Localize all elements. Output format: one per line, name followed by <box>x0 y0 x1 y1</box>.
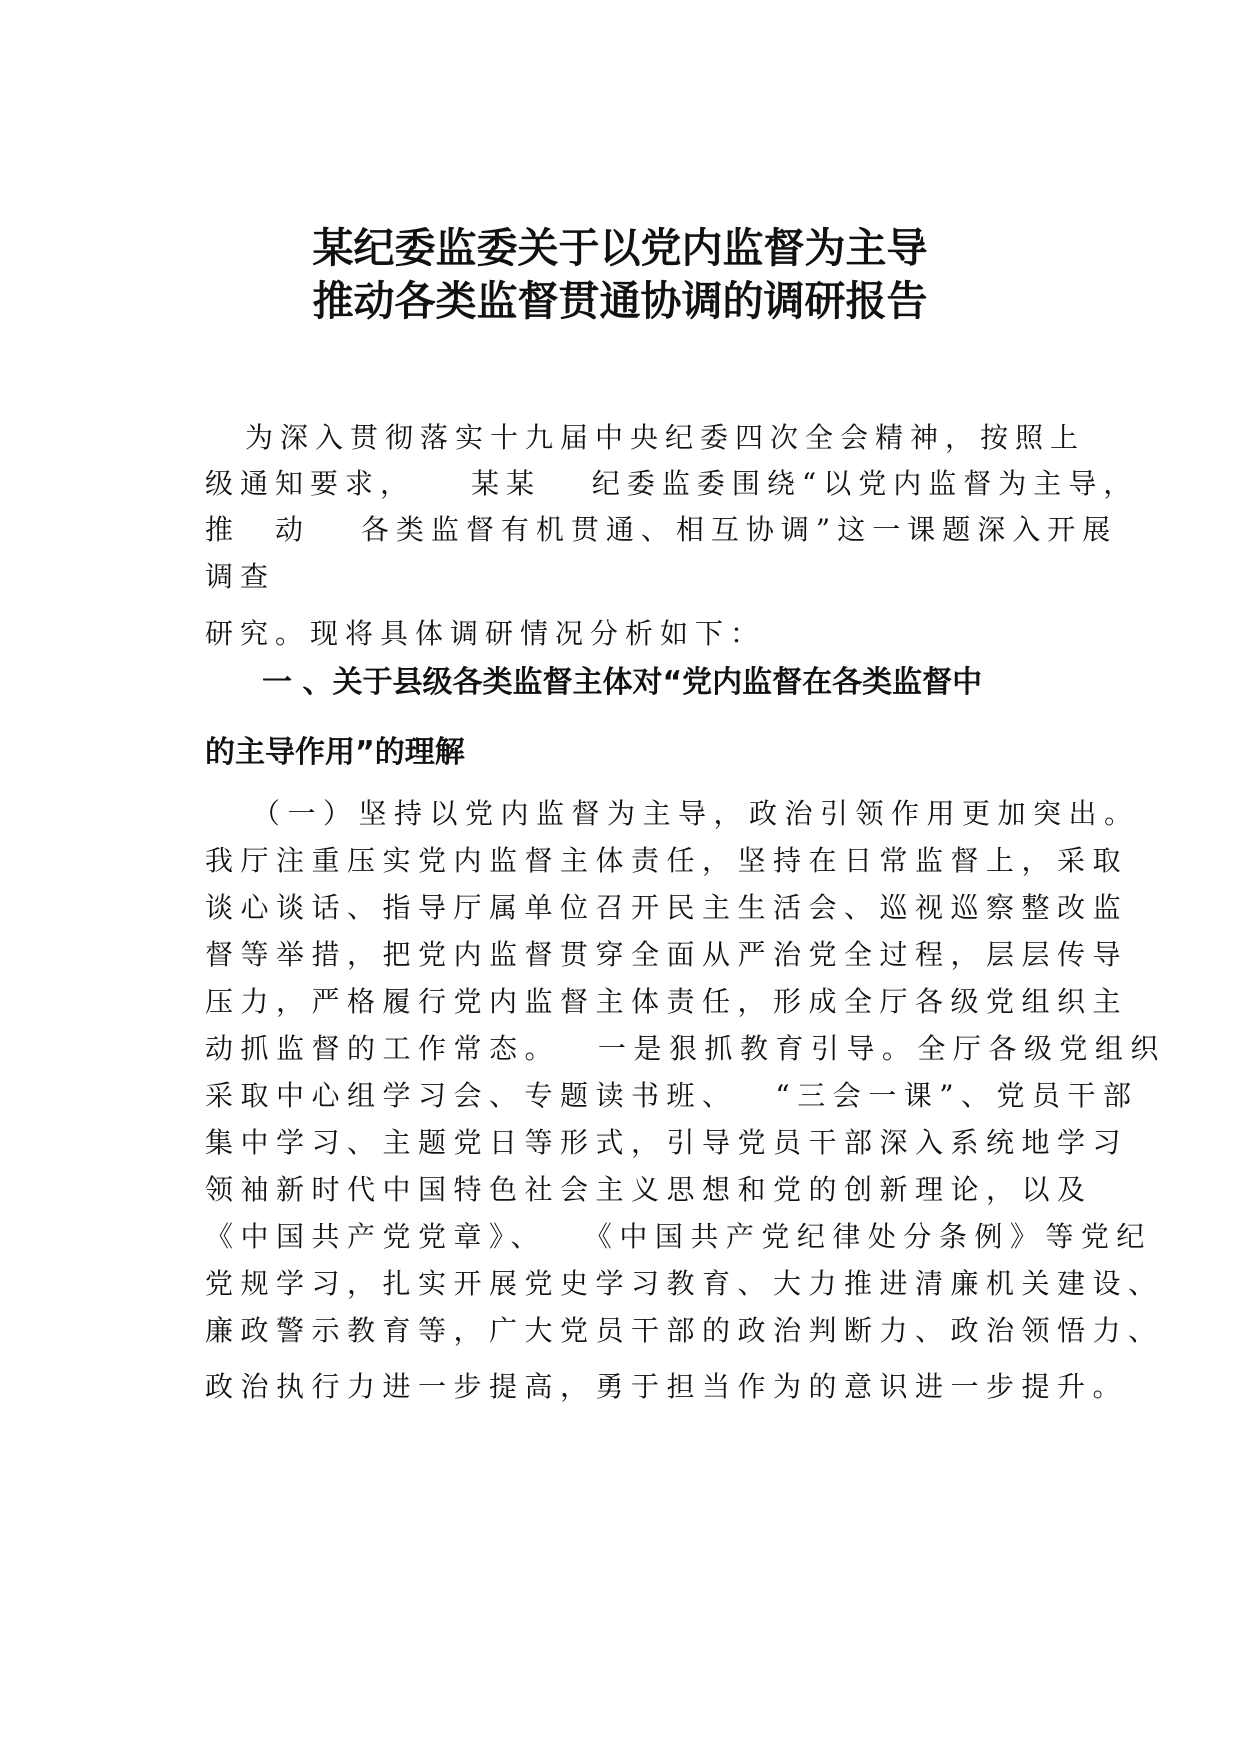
intro-line-4: 调查 <box>205 560 276 593</box>
body-line-3: 谈心谈话、指导厅属单位召开民主生活会、巡视巡察整改监 <box>205 891 1129 924</box>
body-line-10: 《中国共产党党章》、 《中国共产党纪律处分条例》等党纪 <box>205 1220 1152 1253</box>
intro-line-3: 推 动 各类监督有机贯通、相互协调”这一课题深入开展 <box>205 513 1118 546</box>
body-line-2: 我厅注重压实党内监督主体责任，坚持在日常监督上，采取 <box>205 844 1129 877</box>
body-line-12: 廉政警示教育等，广大党员干部的政治判断力、政治领悟力、 <box>205 1314 1164 1347</box>
body-line-5: 压力，严格履行党内监督主体责任，形成全厅各级党组织主 <box>205 985 1129 1018</box>
intro-line-2: 级通知要求， 某某 纪委监委围绕“以党内监督为主导， <box>205 467 1139 500</box>
document-title-line-2: 推动各类监督贯通协调的调研报告 <box>312 277 928 325</box>
body-line-8: 集中学习、主题党日等形式，引导党员干部深入系统地学习 <box>205 1126 1129 1159</box>
body-line-4: 督等举措，把党内监督贯穿全面从严治党全过程，层层传导 <box>205 938 1129 971</box>
section-heading-line-1: 一 、关于县级各类监督主体对“党内监督在各类监督中 <box>262 665 983 700</box>
intro-line-5: 研究。现将具体调研情况分析如下： <box>205 617 766 650</box>
body-line-6: 动抓监督的工作常态。 一是狠抓教育引导。全厅各级党组织 <box>205 1032 1166 1065</box>
intro-line-1: 为深入贯彻落实十九届中央纪委四次全会精神，按照上 <box>245 421 1086 454</box>
section-heading-line-2: 的主导作用”的理解 <box>205 735 465 770</box>
body-line-13: 政治执行力进一步提高，勇于担当作为的意识进一步提升。 <box>205 1370 1129 1403</box>
body-line-9: 领袖新时代中国特色社会主义思想和党的创新理论，以及 <box>205 1173 1093 1206</box>
document-title-line-1: 某纪委监委关于以党内监督为主导 <box>312 224 928 272</box>
body-line-11: 党规学习，扎实开展党史学习教育、大力推进清廉机关建设、 <box>205 1267 1164 1300</box>
body-line-7: 采取中心组学习会、专题读书班、 “三会一课”、党员干部 <box>205 1079 1139 1112</box>
body-line-1: （一）坚持以党内监督为主导，政治引领作用更加突出。 <box>252 797 1140 830</box>
